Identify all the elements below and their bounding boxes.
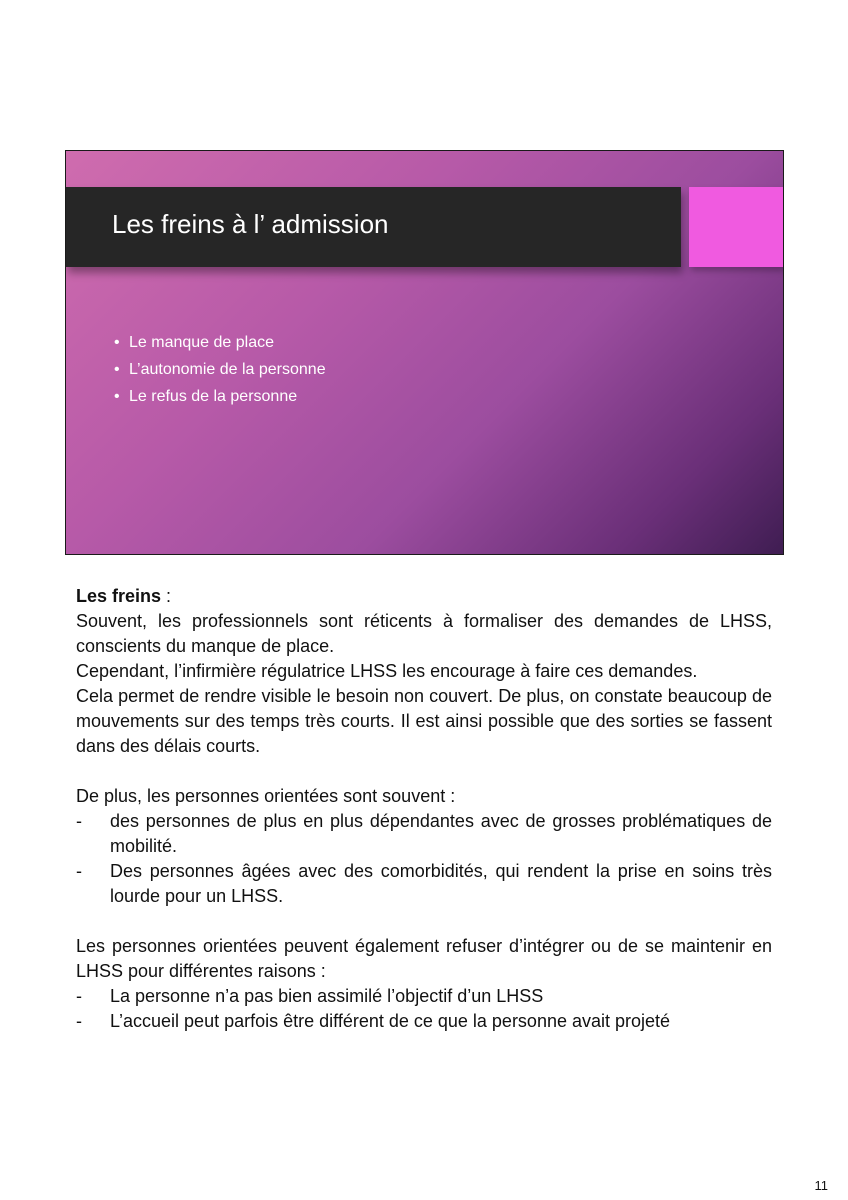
dash-marker: - [76, 1011, 82, 1031]
notes-paragraph: Les personnes orientées peuvent également refuser d’intégrer ou de se maintenir en LHSS pour différentes raisons : [76, 936, 772, 981]
page-number: 11 [814, 1178, 828, 1193]
slide-bullet: • Le refus de la personne [114, 383, 326, 410]
dash-list [76, 809, 772, 909]
dash-list-item: - des personnes de plus en plus dépendantes avec de grosses problématiques de mobilité. [76, 811, 772, 856]
notes-heading-suffix: : [161, 586, 172, 606]
notes-paragraph: De plus, les personnes orientées sont souvent : [76, 786, 456, 806]
dash-list-item: - L’accueil peut parfois être différent de ce que la personne avait projeté [76, 1009, 772, 1034]
notes-paragraph: Cela permet de rendre visible le besoin non couvert. De plus, on constate beaucoup de mouvements sur des temps très courts. Il est ainsi possible que des sorties se fassent dans des délais courts. [76, 686, 772, 756]
notes-heading-line [76, 584, 772, 609]
notes-paragraph: Souvent, les professionnels sont réticents à formaliser des demandes de LHSS, conscients du manque de place. [76, 611, 772, 656]
slide-image [65, 150, 784, 555]
slide-title-bar [66, 187, 681, 267]
notes-heading: Les freins [76, 586, 162, 606]
slide-bullet: • Le manque de place [114, 329, 326, 356]
dash-marker: - [76, 861, 82, 881]
notes-paragraph: Cependant, l’infirmière régulatrice LHSS les encourage à faire ces demandes. [76, 661, 698, 681]
slide-bullet: • L’autonomie de la personne [114, 356, 326, 383]
slide-bullet-list [114, 329, 326, 410]
dash-marker: - [76, 986, 82, 1006]
bullet-icon: • [114, 361, 120, 378]
notes-section [76, 584, 772, 1034]
bullet-icon: • [114, 388, 120, 405]
slide-accent-box [689, 187, 783, 267]
spacer [76, 909, 772, 934]
dash-list [76, 984, 772, 1034]
dash-list-item: - La personne n’a pas bien assimilé l’objectif d’un LHSS [76, 984, 772, 1009]
bullet-icon: • [114, 334, 120, 351]
dash-marker: - [76, 811, 82, 831]
spacer [76, 759, 772, 784]
slide-title: Les freins à l’ admission [112, 209, 389, 239]
dash-list-item: - Des personnes âgées avec des comorbidités, qui rendent la prise en soins très lourde pour un LHSS. [76, 861, 772, 906]
